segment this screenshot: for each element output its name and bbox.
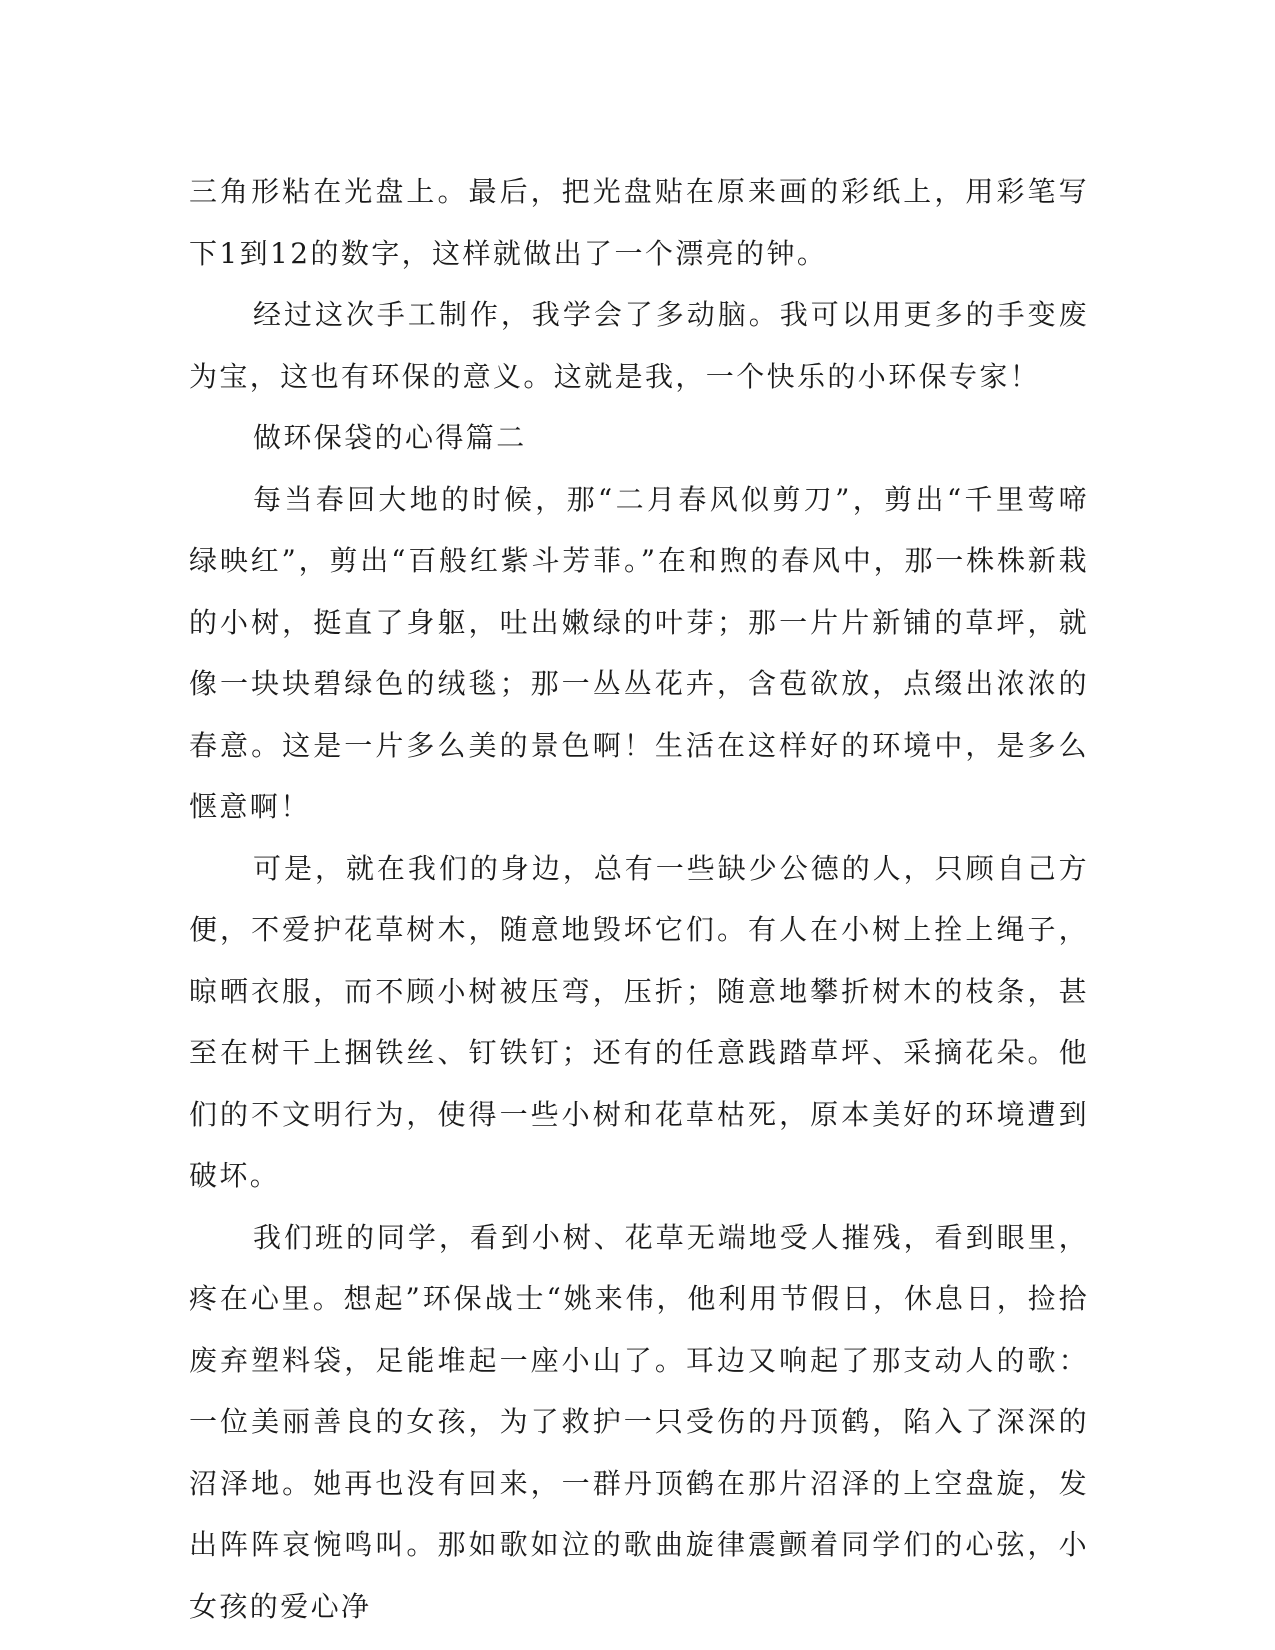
document-body <box>189 161 1089 1637</box>
paragraph-conclusion: 经过这次手工制作，我学会了多动脑。我可以用更多的手变废为宝，这也有环保的意义。这就是我，一个快乐的小环保专家！ <box>189 298 1089 393</box>
paragraph-classmates: 我们班的同学，看到小树、花草无端地受人摧残，看到眼里，疼在心里。想起”环保战士“姚来伟，他利用节假日，休息日，捡拾废弃塑料袋，足能堆起一座小山了。耳边又响起了那支动人的歌：一位美丽善良的女孩，为了救护一只受伤的丹顶鹤，陷入了深深的沼泽地。她再也没有回来，一群丹顶鹤在那片沼泽的上空盘旋，发出阵阵哀惋鸣叫。那如歌如泣的歌曲旋律震颤着同学们的心弦，小女孩的爱心净 <box>189 1220 1089 1623</box>
paragraph-spring-scene: 每当春回大地的时候，那“二月春风似剪刀”，剪出“千里莺啼绿映红”，剪出“百般红紫斗芳菲。”在和煦的春风中，那一株株新栽的小树，挺直了身躯，吐出嫩绿的叶芽；那一片片新铺的草坪，就像一块块碧绿色的绒毯；那一丛丛花卉，含苞欲放，点缀出浓浓的春意。这是一片多么美的景色啊！生活在这样好的环境中，是多么惬意啊！ <box>189 482 1089 823</box>
paragraph-continuation: 三角形粘在光盘上。最后，把光盘贴在原来画的彩纸上，用彩笔写下1到12的数字，这样就做出了一个漂亮的钟。 <box>189 175 1089 270</box>
section-heading: 做环保袋的心得篇二 <box>253 421 527 454</box>
paragraph-uncivil-behavior: 可是，就在我们的身边，总有一些缺少公德的人，只顾自己方便，不爱护花草树木，随意地毁坏它们。有人在小树上拴上绳子，晾晒衣服，而不顾小树被压弯，压折；随意地攀折树木的枝条，甚至在树干上捆铁丝、钉铁钉；还有的任意践踏草坪、采摘花朵。他们的不文明行为，使得一些小树和花草枯死，原本美好的环境遭到破坏。 <box>189 851 1089 1192</box>
